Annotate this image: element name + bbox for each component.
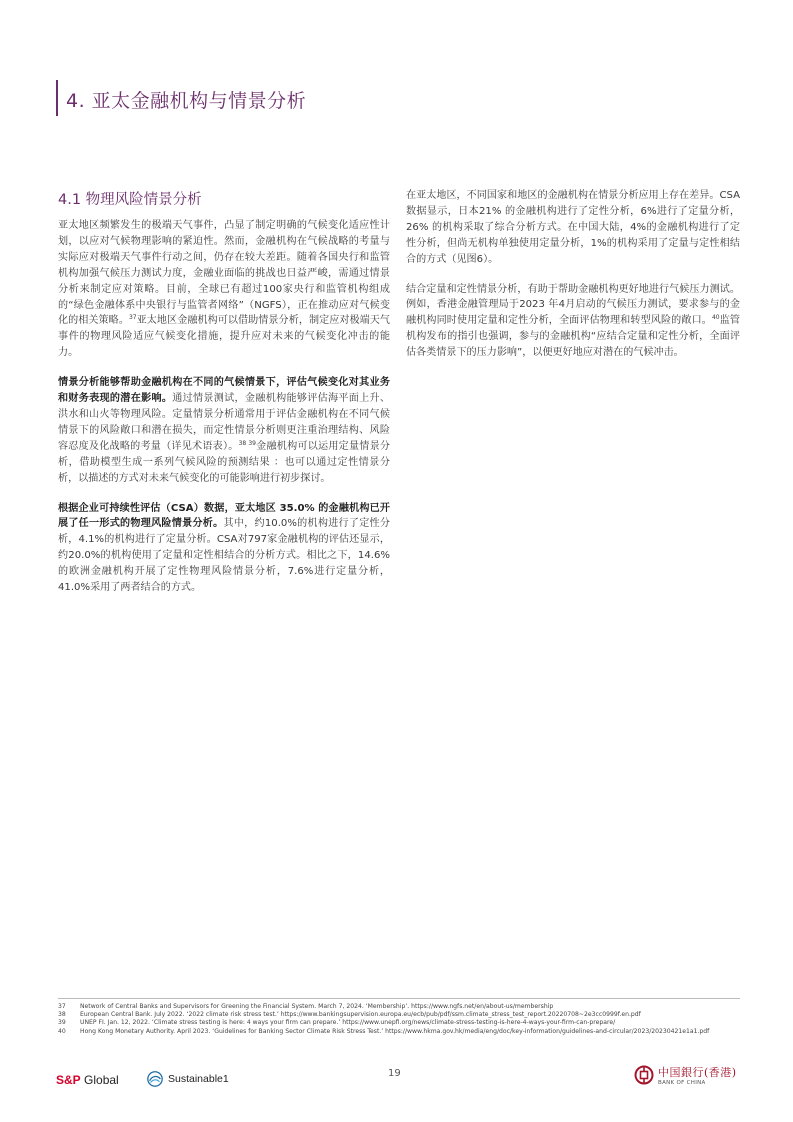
left-p3-bold: 根据企业可持续性评估（CSA）数据，亚太地区 35.0% 的金融机构已开展了任一形式的物理风险情景分析。 (58, 502, 390, 530)
left-p1-rest: 亚太地区金融机构可以借助情景分析，制定应对极端天气事件的物理风险适应气候变化措施，提升应对未来的气候变化冲击的能力。 (58, 315, 391, 359)
footnote-number: 38 (58, 1011, 66, 1019)
footnote-number: 37 (58, 1003, 66, 1010)
right-paragraph-2 (406, 282, 740, 362)
footnote-item (58, 1011, 740, 1019)
left-p1-text: 亚太地区频繁发生的极端天气事件，凸显了制定明确的气候变化适应性计划，以应对气候物理影响的紧迫性。然而，金融机构在气候战略的考量与实际应对极端天气事件行动之间，仍存在较大差距。随着各国央行和监管机构加强气候压力测试力度，金融业面临的挑战也日益严峻，需通过情景分析来制定应对策略。目前，全球已有超过100家央行和监管机构组成的“绿色金融体系中央银行与监管者网络”（NGFS），正在推动应对气候变化的相关策略。 (58, 220, 390, 327)
footnote-text[interactable]: Network of Central Banks and Supervisors for Greening the Financial System. March 7, 2024. ‘Membership’. https://www.ngfs.net/en/about-us/membership (80, 1003, 554, 1010)
bank-of-china-logo (634, 1064, 737, 1086)
chapter-title: 4. 亚太金融机构与情景分析 (66, 90, 307, 112)
left-p3-text: 其中，约10.0%的机构进行了定性分析，4.1%的机构进行了定量分析。CSA对797家金融机构的评估还显示，约20.0%的机构使用了定量和定性相结合的分析方式。相比之下，14.6%的欧洲金融机构开展了定性物理风险情景分析，7.6%进行定量分析，41.0%采用了两者结合的方式。 (58, 518, 390, 594)
sp-global-text: Global (80, 1073, 119, 1087)
sp-global-logo (56, 1073, 119, 1087)
left-paragraph-3 (58, 501, 390, 596)
left-p2-bold: 情景分析能够帮助金融机构在不同的气候情景下，评估气候变化对其业务和财务表现的潜在影响。 (58, 377, 390, 405)
left-paragraph-1 (58, 218, 390, 361)
page-footer (0, 1060, 793, 1100)
footnote-number: 39 (58, 1019, 66, 1027)
bank-of-china-wordmark (658, 1064, 737, 1086)
left-paragraph-2 (58, 375, 390, 486)
sustainable1-label: Sustainable1 (168, 1073, 229, 1085)
right-column (406, 188, 740, 375)
left-column (58, 188, 390, 610)
bank-of-china-logo-icon (634, 1065, 654, 1085)
sp-global-mark: S&P (56, 1073, 81, 1087)
footnote-text[interactable]: UNEP FI. Jan. 12, 2022. ‘Climate stress testing is here: 4 ways your firm can prepare.’ https://www.unepfi.org/news/climate-stress-testing-is-here-4-ways-your-firm-can-prepare/ (80, 1019, 616, 1027)
footnote-item (58, 1003, 740, 1011)
right-p2-rest: 监管机构发布的指引也强调，参与的金融机构“应结合定量和定性分析，全面评估各类情景下的压力影响”，以便更好地应对潜在的气候冲击。 (406, 315, 741, 359)
right-paragraph-1 (406, 188, 740, 268)
footnote-text[interactable]: European Central Bank. July 2022. ‘2022 climate risk stress test.’ https://www.bankingsupervision.europa.eu/ecb/pub/pdf/ssm.climate_stress_test_report.20220708~2e3cc0999f.en.pdf (80, 1011, 641, 1019)
footnote-ref-37[interactable]: 37 (128, 314, 137, 322)
footnote-text[interactable]: Hong Kong Monetary Authority. April 2023. ‘Guidelines for Banking Sector Climate Risk Stress Test.’ https://www.hkma.gov.hk/media/eng/doc/key-information/guidelines-and-circular/2023/20230421e1a1.pdf (80, 1027, 710, 1035)
sustainable1-swirl-icon (146, 1070, 164, 1088)
page-number: 19 (388, 1068, 401, 1079)
footnote-ref-40[interactable]: 40 (711, 314, 720, 322)
chapter-accent-bar (56, 80, 58, 116)
right-p2-text: 结合定量和定性情景分析，有助于帮助金融机构更好地进行气候压力测试。例如，香港金融管理局于2023 年4月启动的气候压力测试，要求参与的金融机构同时使用定量和定性分析，全面评估物理和转型风险的敞口。 (406, 283, 740, 327)
left-p2-rest: 金融机构可以运用定量情景分析，借助模型生成一系列气候风险的预测结果 ：也可以通过定性情景分析，以描述的方式对未来气候变化的可能影响进行初步探讨。 (58, 440, 391, 484)
footnote-item (58, 1019, 740, 1027)
footnote-number: 40 (58, 1027, 66, 1035)
bank-of-china-name-cn: 中国銀行(香港) (658, 1066, 737, 1079)
sustainable1-logo (146, 1069, 229, 1089)
left-p2-text: 通过情景测试，金融机构能够评估海平面上升、洪水和山火等物理风险。定量情景分析通常用于评估金融机构在不同气候情景下的风险敞口和潜在损失，而定性情景分析则更注重治理结构、风险容忍度及化战略的考量（详见术语表）。 (58, 393, 391, 452)
section-title: 4.1 物理风险情景分析 (58, 192, 202, 208)
footnote-ref-38-39[interactable]: 38 39 (238, 439, 256, 447)
footnotes (58, 998, 740, 1036)
bank-of-china-name-en: BANK OF CHINA (658, 1080, 706, 1086)
right-p1-text: 在亚太地区，不同国家和地区的金融机构在情景分析应用上存在差异。CSA数据显示，日本21% 的金融机构进行了定性分析，6%进行了定量分析，26% 的机构采取了综合分析方式。在中国大陆，4%的金融机构进行了定性分析，但尚无机构单独使用定量分析，1%的机构采用了定量与定性相结合的方式（见图6）。 (406, 190, 740, 265)
footnote-item (58, 1028, 740, 1036)
